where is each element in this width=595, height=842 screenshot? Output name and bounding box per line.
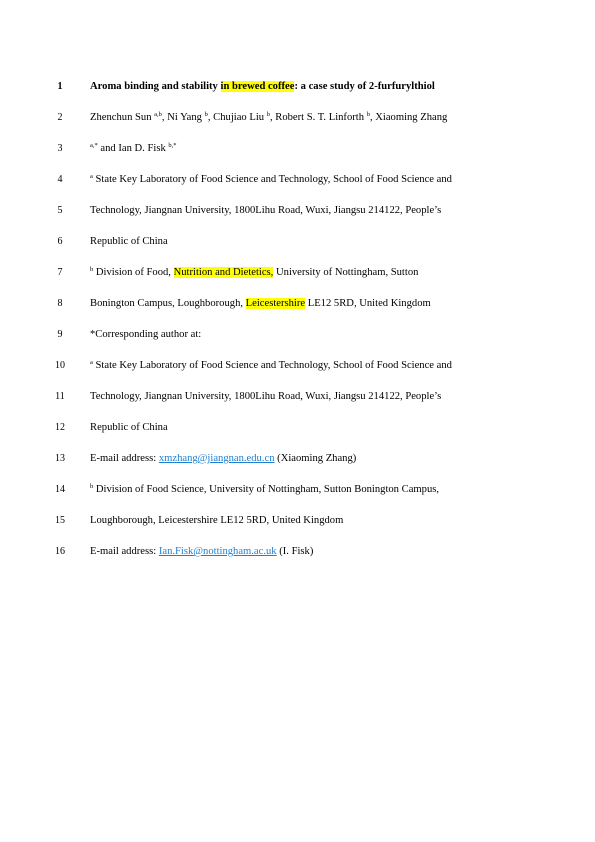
line-number: 3	[57, 143, 63, 154]
affiliation-superscript: a,*	[90, 142, 98, 149]
text-line	[0, 170, 595, 190]
highlighted-text: Leicestershire	[245, 298, 306, 309]
text-line	[0, 201, 595, 221]
line-number: 5	[57, 205, 63, 216]
affiliation-superscript: b	[90, 483, 94, 490]
line-text	[90, 387, 441, 407]
text-line	[0, 449, 595, 469]
line-number: 9	[57, 329, 63, 340]
line-text	[90, 77, 435, 97]
highlighted-text: Nutrition and Dietetics,	[173, 267, 274, 278]
line-text	[90, 356, 452, 376]
affiliation-superscript: b	[366, 111, 370, 118]
line-text	[90, 449, 356, 469]
text-span: Bonington Campus, Loughborough,	[90, 298, 246, 309]
text-span: University of Nottingham, Sutton	[273, 267, 419, 278]
line-text	[90, 325, 201, 345]
line-text	[90, 294, 431, 314]
email-link[interactable]: xmzhang@jiangnan.edu.cn	[158, 453, 275, 464]
text-line	[0, 325, 595, 345]
text-span: , Chujiao Liu	[207, 112, 267, 123]
line-text	[90, 232, 168, 252]
line-text	[90, 263, 418, 283]
text-line	[0, 232, 595, 252]
text-span: Division of Food Science, University of Nottingham, Sutton Bonington Campus,	[93, 484, 440, 495]
line-text	[90, 108, 447, 128]
text-span: *Corresponding author at:	[90, 329, 202, 340]
line-number: 14	[55, 484, 65, 495]
text-line	[0, 387, 595, 407]
line-number: 12	[55, 422, 65, 433]
line-text	[90, 480, 439, 500]
affiliation-superscript: a	[90, 173, 93, 180]
text-line	[0, 263, 595, 283]
text-span: , Robert S. T. Linforth	[269, 112, 367, 123]
text-span: E-mail address:	[90, 453, 159, 464]
line-number: 8	[57, 298, 63, 309]
line-number: 2	[57, 112, 63, 123]
line-number: 4	[57, 174, 63, 185]
text-line	[0, 480, 595, 500]
text-line	[0, 108, 595, 128]
text-span: State Key Laboratory of Food Science and Technology, School of Food Science and	[92, 174, 452, 185]
affiliation-superscript: b	[266, 111, 270, 118]
text-span: Loughborough, Leicestershire LE12 5RD, United Kingdom	[90, 515, 344, 526]
text-span: E-mail address:	[90, 546, 159, 557]
text-span: : a case study of 2-furfurylthiol	[294, 81, 435, 92]
line-number: 10	[55, 360, 65, 371]
text-span: , Ni Yang	[161, 112, 205, 123]
affiliation-superscript: b,*	[168, 142, 177, 149]
affiliation-superscript: a,b	[154, 111, 162, 118]
text-line	[0, 542, 595, 562]
text-span: Republic of China	[90, 422, 168, 433]
text-line	[0, 418, 595, 438]
email-link[interactable]: Ian.Fisk@nottingham.ac.uk	[158, 546, 277, 557]
line-text	[90, 201, 441, 221]
text-span: LE12 5RD, United Kingdom	[305, 298, 431, 309]
line-number: 1	[57, 81, 63, 92]
text-span: and Ian D. Fisk	[97, 143, 169, 154]
text-span: Zhenchun Sun	[90, 112, 155, 123]
line-text	[90, 170, 452, 190]
line-text	[90, 542, 313, 562]
line-text	[90, 511, 343, 531]
highlighted-text: in brewed coffee	[220, 81, 295, 92]
line-text	[90, 418, 168, 438]
text-span: Technology, Jiangnan University, 1800Lihu Road, Wuxi, Jiangsu 214122, People’s	[90, 391, 442, 402]
paper-title-line	[0, 77, 595, 97]
line-number: 6	[57, 236, 63, 247]
text-span: (I. Fisk)	[276, 546, 314, 557]
text-span: Technology, Jiangnan University, 1800Lihu Road, Wuxi, Jiangsu 214122, People’s	[90, 205, 442, 216]
text-span: Aroma binding and stability	[90, 81, 221, 92]
text-line	[0, 356, 595, 376]
line-number: 11	[55, 391, 65, 402]
line-number: 7	[57, 267, 63, 278]
text-span: , Xiaoming Zhang	[369, 112, 448, 123]
line-text	[90, 139, 177, 159]
text-line	[0, 294, 595, 314]
affiliation-superscript: b	[90, 266, 94, 273]
affiliation-superscript: b	[204, 111, 208, 118]
line-number: 13	[55, 453, 65, 464]
text-span: (Xiaoming Zhang)	[274, 453, 357, 464]
line-number: 15	[55, 515, 65, 526]
text-line	[0, 139, 595, 159]
line-number: 16	[55, 546, 65, 557]
text-span: State Key Laboratory of Food Science and Technology, School of Food Science and	[92, 360, 452, 371]
text-line	[0, 511, 595, 531]
text-span: Republic of China	[90, 236, 168, 247]
affiliation-superscript: a	[90, 359, 93, 366]
text-span: Division of Food,	[93, 267, 174, 278]
